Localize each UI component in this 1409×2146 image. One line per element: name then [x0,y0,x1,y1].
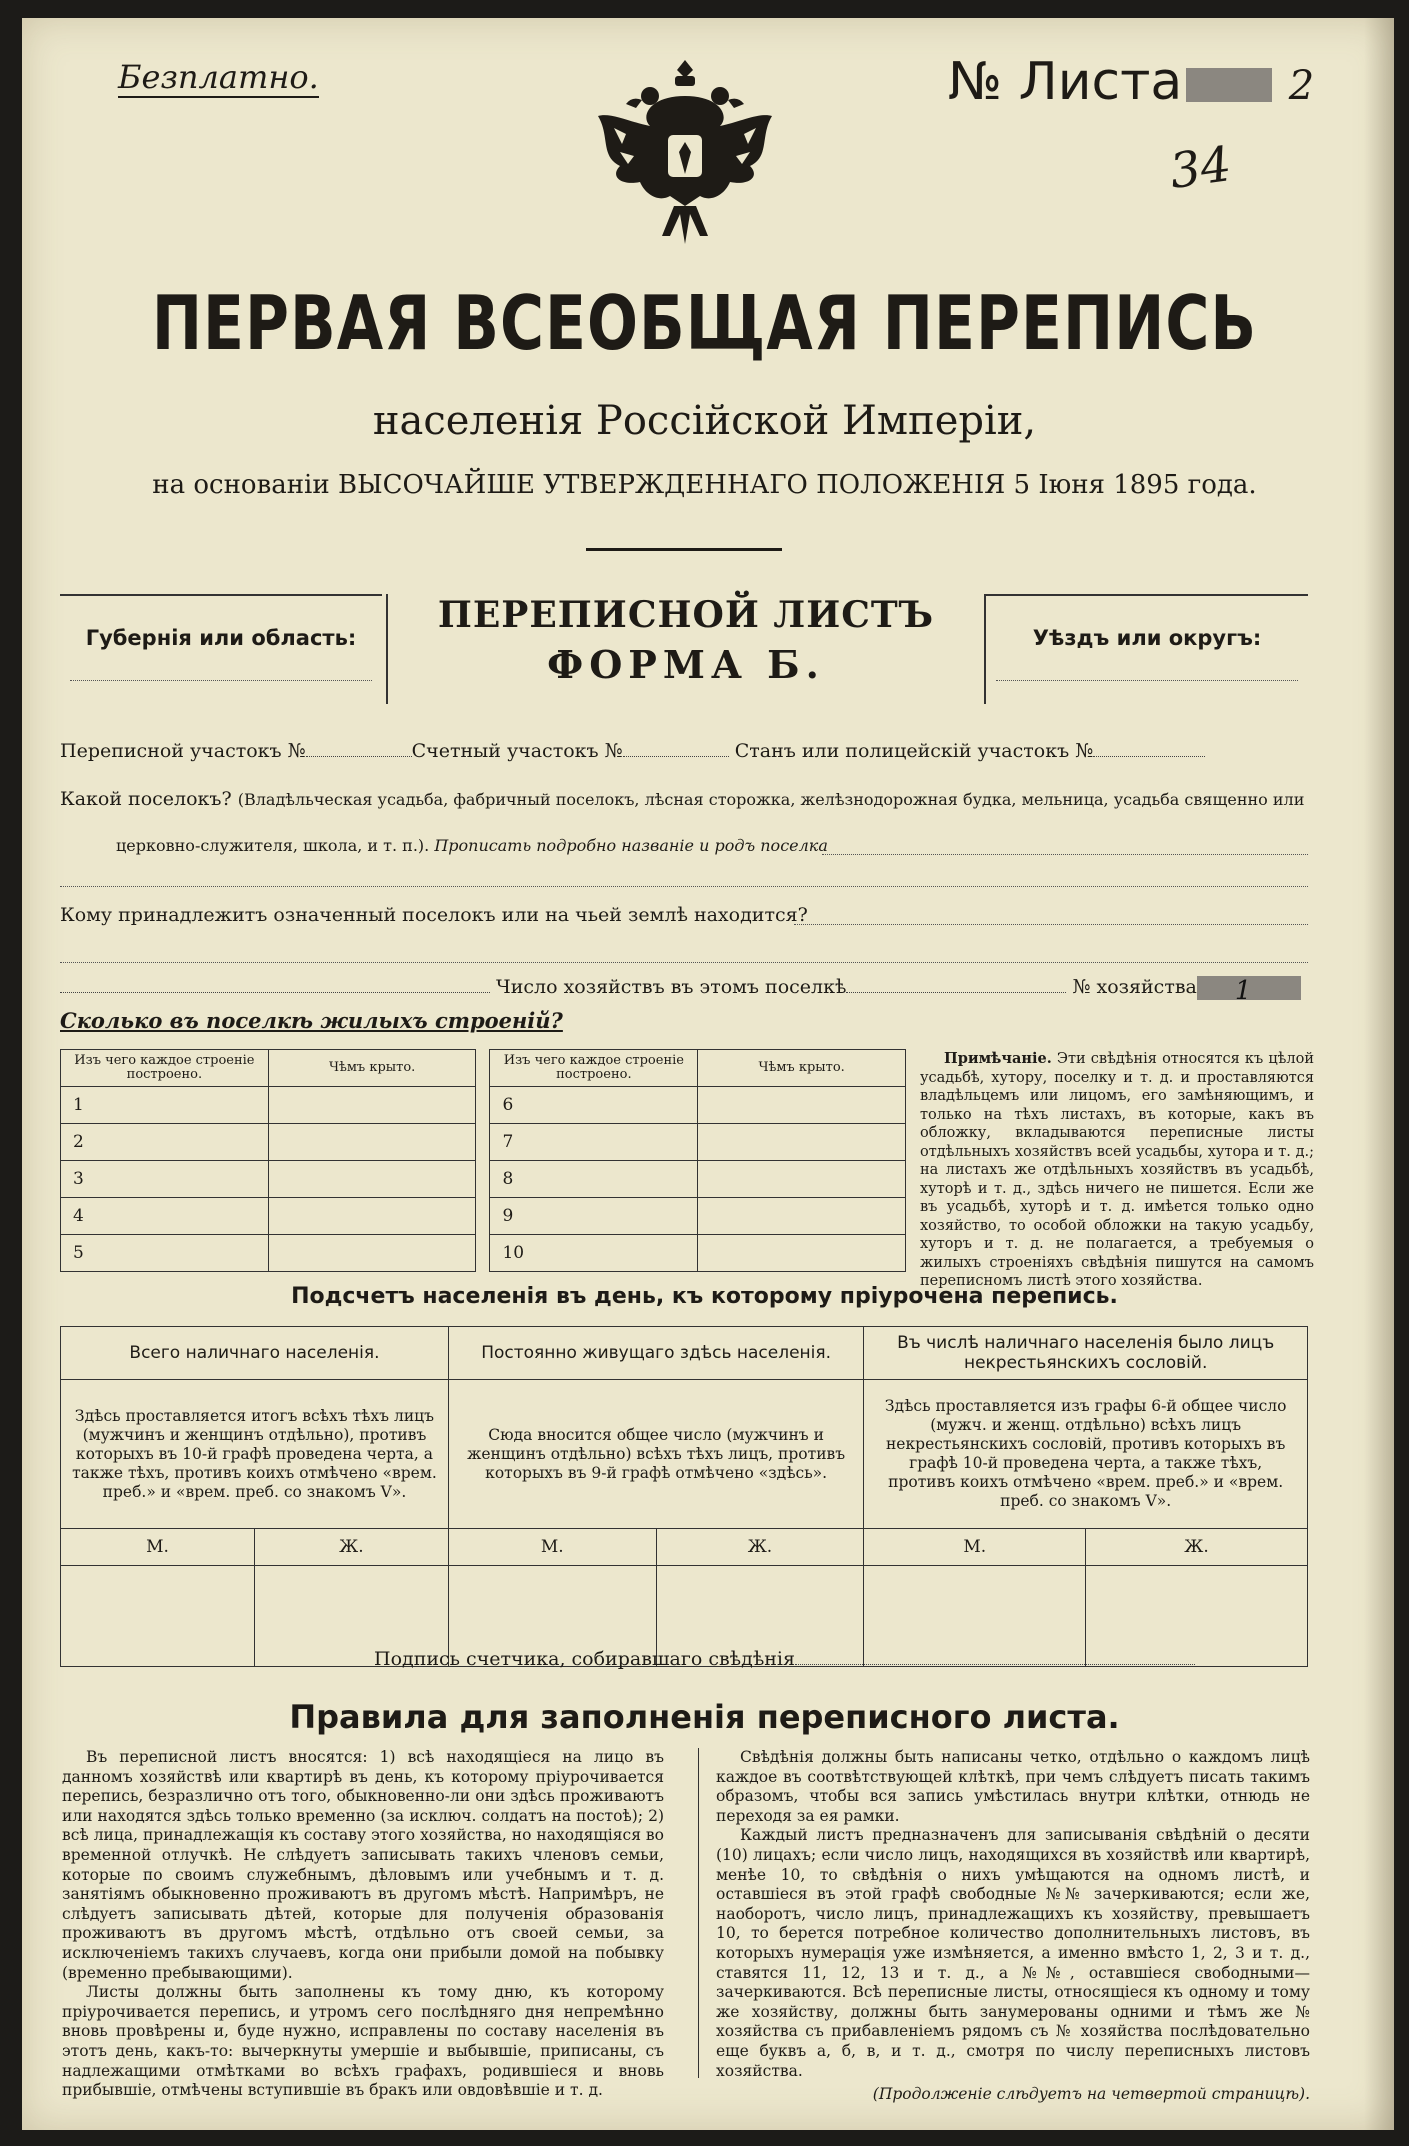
roof-cell[interactable] [268,1087,476,1124]
table-gap [476,1198,490,1235]
census-area-label: Переписной участокъ № [60,740,306,762]
owner-line-2[interactable] [60,962,1308,963]
handwritten-sheet-no: 2 [1288,63,1315,109]
roof-cell[interactable] [268,1124,476,1161]
roof-cell[interactable] [698,1087,906,1124]
building-row-3[interactable]: 3 [61,1161,269,1198]
permanent-female-label: Ж. [656,1529,864,1566]
note [920,1050,1314,1291]
counting-area-label: Счетный участокъ № [411,740,623,762]
buildings-row [60,1008,563,1033]
population-table [60,1326,1308,1667]
province-field [60,594,382,706]
buildings-question: Сколько въ поселкѣ жилыхъ строеній? [60,1008,563,1033]
roof-cell[interactable] [698,1124,906,1161]
buildings-table [60,1049,906,1272]
settlement-hint: (Владѣльческая усадьба, фабричный поселокъ, лѣсная сторожка, желѣзнодорожная будка, мельница, усадьба священно или [237,790,1305,809]
total-male-label: М. [61,1529,255,1566]
table-gap [476,1235,490,1272]
building-row-8[interactable]: 8 [490,1161,698,1198]
roof-cell[interactable] [698,1198,906,1235]
settlement-line-1[interactable] [822,854,1308,855]
form-title: ПЕРЕПИСНОЙ ЛИСТЪ [437,594,935,636]
police-area-label: Станъ или полицейскій участокъ № [734,740,1094,762]
rules-right-p1: Свѣдѣнія должны быть написаны четко, отдѣльно о каждомъ лицѣ каждое въ соотвѣтствующей клѣткѣ, при чемъ слѣдуетъ писать такимъ образомъ, чтобы вся запись умѣстилась внутри клѣтки, отнюдь не переходя за ея рамки. [716,1748,1310,1825]
owner-question: Кому принадлежитъ означенный поселокъ или на чьей землѣ находится? [60,904,808,926]
col-material-right: Изъ чего каждое строеніе построено. [490,1050,698,1087]
free-label: Безплатно. [118,58,319,96]
note-label: Примѣчаніе. [944,1050,1052,1067]
settlement-hint-italic: Прописать подробно названіе и родъ поселка [434,836,828,855]
roof-cell[interactable] [268,1235,476,1272]
col-roof-right: Чѣмъ крыто. [698,1050,906,1087]
table-gap [476,1050,490,1087]
province-line[interactable] [70,680,372,681]
main-title: ПЕРВАЯ ВСЕОБЩАЯ ПЕРЕПИСЬ [151,280,1258,368]
household-no-handwritten: 1 [1234,976,1252,1006]
police-area-field[interactable] [1093,740,1205,757]
non-peasant-desc: Здѣсь проставляется изъ графы 6-й общее число (мужч. и женщ. отдѣльно) всѣхъ лицъ некрестьянскихъ сословій, противъ которыхъ въ графѣ 10-й проведена черта, а также тѣхъ, противъ коихъ отмѣчено «врем. преб.» и «врем. преб. со знакомъ V». [864,1380,1308,1529]
owner-row [60,904,808,926]
permanent-population-desc: Сюда вносится общее число (мужчинъ и женщинъ отдѣльно) всѣхъ тѣхъ лицъ, противъ которыхъ въ 9-й графѣ отмѣчено «здѣсь». [448,1380,863,1529]
counting-area-field[interactable] [623,740,729,757]
settlement-hint-row [116,836,828,855]
area-row [60,740,1205,762]
settlement-row [60,788,1308,810]
roof-cell[interactable] [698,1235,906,1272]
building-row-1[interactable]: 1 [61,1087,269,1124]
province-label: Губернія или область: [85,626,357,650]
population-title: Подсчетъ населенія въ день, къ которому пріурочена перепись. [291,1284,1118,1309]
ink-redaction [1186,68,1272,102]
table-gap [476,1161,490,1198]
roof-cell[interactable] [268,1198,476,1235]
col-material-left: Изъ чего каждое строеніе построено. [61,1050,269,1087]
building-row-6[interactable]: 6 [490,1087,698,1124]
signature-label: Подпись счетчика, собиравшаго свѣдѣнія [374,1648,795,1670]
col-roof-left: Чѣмъ крыто. [268,1050,476,1087]
roof-cell[interactable] [268,1161,476,1198]
table-gap [476,1124,490,1161]
non-peasant-male-label: М. [864,1529,1086,1566]
owner-line-1[interactable] [794,924,1308,925]
rules-left-column [62,1748,664,2101]
district-label: Уѣздъ или округъ: [1032,626,1262,650]
rules-divider [698,1748,699,2078]
form-title-box [386,594,986,704]
total-male-cell[interactable] [61,1566,255,1667]
permanent-population-head: Постоянно живущаго здѣсь населенія. [448,1327,863,1380]
rules-continued: (Продолженіе слѣдуетъ на четвертой страницѣ). [872,2085,1310,2104]
table-gap [476,1087,490,1124]
building-row-10[interactable]: 10 [490,1235,698,1272]
settlement-question: Какой поселокъ? [60,788,232,810]
district-field [986,594,1308,706]
building-row-2[interactable]: 2 [61,1124,269,1161]
rules-right-p2: Каждый листъ предназначенъ для записыванія свѣдѣній о десяти (10) лицахъ; если число лицъ, находящихся въ хозяйствѣ или квартирѣ, менѣе 10, то свѣдѣнія о нихъ умѣщаются на одномъ листѣ, и оставшіеся въ этой графѣ свободные №№ зачеркиваются; если же, наоборотъ, число лицъ, принадлежащихъ къ хозяйству, превышаетъ 10, то берется потребное количество дополнительныхъ листовъ, въ которыхъ нумерація уже измѣняется, а именно вмѣсто 1, 2, 3 и т. д., ставятся 11, 12, 13 и т. д., а №№, оставшіеся свободными—зачеркиваются. Всѣ переписные листы, относящіеся къ одному и тому же хозяйству, должны быть занумерованы одними и тѣмъ же № хозяйства съ прибавленіемъ рядомъ съ № хозяйства послѣдовательно еще буквъ а, б, в, и т. д., смотря по числу переписныхъ листовъ хозяйства. [716,1826,1310,2080]
non-peasant-female-label: Ж. [1086,1529,1308,1566]
signature-row [374,1648,1195,1670]
households-count-field[interactable] [846,976,1066,993]
roof-cell[interactable] [698,1161,906,1198]
rules-right-column [716,1748,1310,2105]
building-row-7[interactable]: 7 [490,1124,698,1161]
rules-left-p1: Въ переписной листъ вносятся: 1) всѣ находящіеся на лицо въ данномъ хозяйствѣ или квартирѣ въ день, къ которому пріурочивается перепись, безразлично отъ того, обыкновенно-ли они здѣсь проживаютъ или находятся здѣсь только временно (за исключ. солдатъ на постоѣ); 2) всѣ лица, принадлежащія къ составу этого хозяйства, но находящіяся во временной отлучкѣ. Не слѣдуетъ записывать такихъ членовъ семьи, которые по своимъ служебнымъ, дѣловымъ или учебнымъ и т. д. занятіямъ обыкновенно проживаютъ въ другомъ мѣстѣ. Напримѣръ, не слѣдуетъ записывать дѣтей, которые для полученія образованія проживаютъ въ другомъ мѣстѣ, отдѣльно отъ своей семьи, за исключеніемъ такихъ случаевъ, когда они прибыли домой на побывку (временно пребывающими). [62,1748,664,1982]
households-row [60,976,1310,1006]
rules-left-p2: Листы должны быть заполнены къ тому дню, къ которому пріурочивается перепись, и утромъ сего послѣдняго дня непремѣнно вновь провѣрены и, буде нужно, исправлены по составу населенія въ этотъ день, какъ-то: вычеркнуты умершіе и выбывшіе, приписаны, съ надлежащими отмѣтками во всѣхъ графахъ, родившіеся и вновь прибывшіе, отмѣчены вступившіе въ бракъ или овдовѣвшіе и т. д. [62,1983,664,2100]
household-no-field[interactable] [1197,976,1301,1006]
district-line[interactable] [996,680,1298,681]
total-female-label: Ж. [254,1529,448,1566]
settlement-hint-2: церковно-служителя, школа, и т. п.). [116,836,430,855]
settlement-line-2[interactable] [60,886,1308,887]
non-peasant-head: Въ числѣ наличнаго населенія было лицъ некрестьянскихъ сословій. [864,1327,1308,1380]
note-text: Эти свѣдѣнія относятся къ цѣлой усадьбѣ, хутору, поселку и т. д. и проставляются владѣльцемъ или лицомъ, его замѣняющимъ, и только на тѣхъ листахъ, въ которые, какъ въ обложку, вкладываются переписные листы отдѣльныхъ хозяйствъ всей усадьбы, хутора и т. д.; на листахъ же отдѣльныхъ хозяйствъ въ усадьбѣ, хуторѣ и т. д., здѣсь ничего не пишется. Если же въ усадьбѣ, хуторѣ и т. д. имѣется только одно хозяйство, то особой обложки на такую усадьбу, хуторъ и т. д. не полагается, а требуемыя о жилыхъ строеніяхъ свѣдѣнія пишутся на самомъ переписномъ листѣ этого хозяйства. [920,1051,1314,1289]
total-population-head: Всего наличнаго населенія. [61,1327,449,1380]
total-population-desc: Здѣсь проставляется итогъ всѣхъ тѣхъ лицъ (мужчинъ и женщинъ отдѣльно), противъ которыхъ въ 10-й графѣ проведена черта, а также тѣхъ, противъ коихъ отмѣчено «врем. преб.» и «врем. преб. со знакомъ V». [61,1380,449,1529]
sheet-number: № Листа 2 [948,52,1315,112]
rules-title: Правила для заполненія переписного листа. [289,1698,1120,1736]
building-row-9[interactable]: 9 [490,1198,698,1235]
household-no-label: № хозяйства [1072,976,1197,998]
signature-field[interactable] [795,1648,1195,1665]
form-subtitle: ФОРМА Б. [547,642,825,687]
handwritten-mark: 34 [1166,136,1235,200]
subtitle: населенія Россійской Имперіи, [372,398,1037,444]
imperial-eagle-emblem [590,56,780,256]
census-area-field[interactable] [306,740,412,757]
building-row-4[interactable]: 4 [61,1198,269,1235]
header-box [60,594,1308,704]
permanent-male-label: М. [448,1529,656,1566]
title-rule [586,548,782,551]
households-leading-line [60,976,490,993]
legal-basis: на основаніи ВЫСОЧАЙШЕ УТВЕРЖДЕННАГО ПОЛОЖЕНІЯ 5 Іюня 1895 года. [152,470,1257,500]
households-count-label: Число хозяйствъ въ этомъ поселкѣ [496,976,847,998]
building-row-5[interactable]: 5 [61,1235,269,1272]
